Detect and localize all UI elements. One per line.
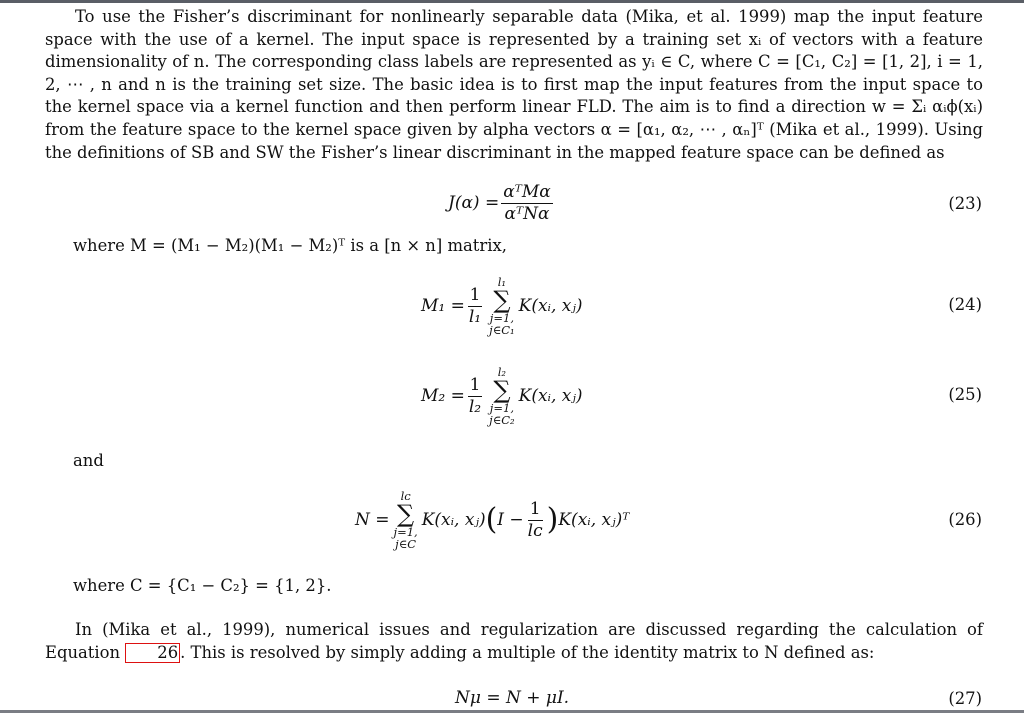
- para2-text-after: . This is resolved by simply adding a multiple of the identity matrix to N defined as:: [180, 642, 875, 662]
- eq26-left-paren: (: [485, 502, 498, 538]
- equation-26: [355, 490, 629, 550]
- sigma-symbol: ∑: [397, 500, 415, 529]
- eq25-lower-limit-1: j=1,: [489, 401, 514, 416]
- eq25-numerator: 1: [469, 374, 481, 395]
- eq25-lower-limit-2: j∈C₂: [489, 413, 515, 428]
- eq23-fraction: [501, 183, 553, 223]
- eq26-lower-limit-1: j=1,: [393, 525, 418, 540]
- text-where-m: where M = (M₁ − M₂)(M₁ − M₂)ᵀ is a [n × n] matrix,: [73, 236, 507, 255]
- equation-reference-link[interactable]: 26: [125, 643, 180, 663]
- eq24-lower-limit-1: j=1,: [489, 311, 514, 326]
- eq26-body-2: K(xᵢ, xⱼ)ᵀ: [558, 510, 630, 531]
- eq26-summation: [394, 490, 418, 550]
- equation-24: [421, 276, 583, 336]
- equation-number-25: (25): [948, 385, 982, 404]
- eq24-summation: [489, 276, 515, 336]
- eq25-summation: [489, 366, 515, 426]
- equation-number-24: (24): [948, 295, 982, 314]
- eq25-denominator: l₂: [468, 396, 482, 417]
- eq27-body: Nμ = N + μI.: [455, 688, 570, 708]
- sigma-symbol: ∑: [493, 376, 511, 405]
- eq26-lhs: N =: [355, 510, 390, 531]
- eq26-body-1: K(xᵢ, xⱼ): [421, 510, 486, 531]
- equation-number-26: (26): [948, 510, 982, 529]
- eq23-lhs: J(α) =: [448, 193, 500, 214]
- eq24-denominator: l₁: [468, 306, 482, 327]
- eq24-fraction: [467, 286, 483, 326]
- top-border: [0, 0, 1024, 3]
- text-where-c: where C = {C₁ − C₂} = {1, 2}.: [73, 576, 332, 595]
- eq24-lhs: M₁ =: [421, 296, 465, 317]
- equation-number-27: (27): [948, 689, 982, 708]
- eq23-numerator: αᵀMα: [503, 182, 551, 202]
- eq24-upper-limit: l₁: [497, 275, 507, 289]
- eq26-identity-minus: I −: [497, 510, 524, 531]
- paragraph-regularization: [45, 619, 983, 664]
- eq26-upper-limit: lᴄ: [400, 489, 411, 503]
- eq25-upper-limit: l₂: [497, 365, 507, 379]
- equation-25: [421, 366, 583, 426]
- equation-23: [448, 183, 555, 223]
- text-and: and: [73, 451, 104, 470]
- eq26-denominator: lᴄ: [527, 520, 543, 541]
- eq25-fraction: [467, 376, 483, 416]
- eq25-body: K(xᵢ, xⱼ): [518, 386, 583, 407]
- eq24-lower-limit-2: j∈C₁: [489, 323, 515, 338]
- eq24-numerator: 1: [469, 284, 481, 305]
- equation-number-23: (23): [948, 194, 982, 213]
- sigma-symbol: ∑: [493, 286, 511, 315]
- eq25-lhs: M₂ =: [421, 386, 465, 407]
- para2-text-before: In (Mika et al., 1999), numerical issues and regularization are discussed regarding the calculation of Equation: [45, 620, 983, 662]
- eq26-right-paren: ): [546, 502, 559, 538]
- eq26-numerator: 1: [529, 498, 541, 519]
- paragraph-intro: To use the Fisher’s discriminant for nonlinearly separable data (Mika, et al. 1999) map the input feature space with the use of a kernel. The input space is represented by a training set xᵢ of vectors with a feature dimensionality of n. The corresponding class labels are represented as yᵢ ∈ C, where C = [C₁, C₂] = [1, 2], i = 1, 2, ⋯ , n and n is the training set size. The basic idea is to first map the input features from the input space to the kernel space via a kernel function and then perform linear FLD. The aim is to find a direction w = Σᵢ αᵢϕ(xᵢ) from the feature space to the kernel space given by alpha vectors α = [α₁, α₂, ⋯ , αₙ]ᵀ (Mika et al., 1999). Using the definitions of SB and SW the Fisher’s linear discriminant in the mapped feature space can be defined as: [45, 7, 983, 162]
- equation-27: [455, 688, 569, 708]
- eq24-body: K(xᵢ, xⱼ): [518, 296, 583, 317]
- eq23-denominator: αᵀNα: [504, 203, 550, 224]
- eq26-lower-limit-2: j∈C: [395, 537, 417, 552]
- eq26-fraction: [526, 500, 545, 540]
